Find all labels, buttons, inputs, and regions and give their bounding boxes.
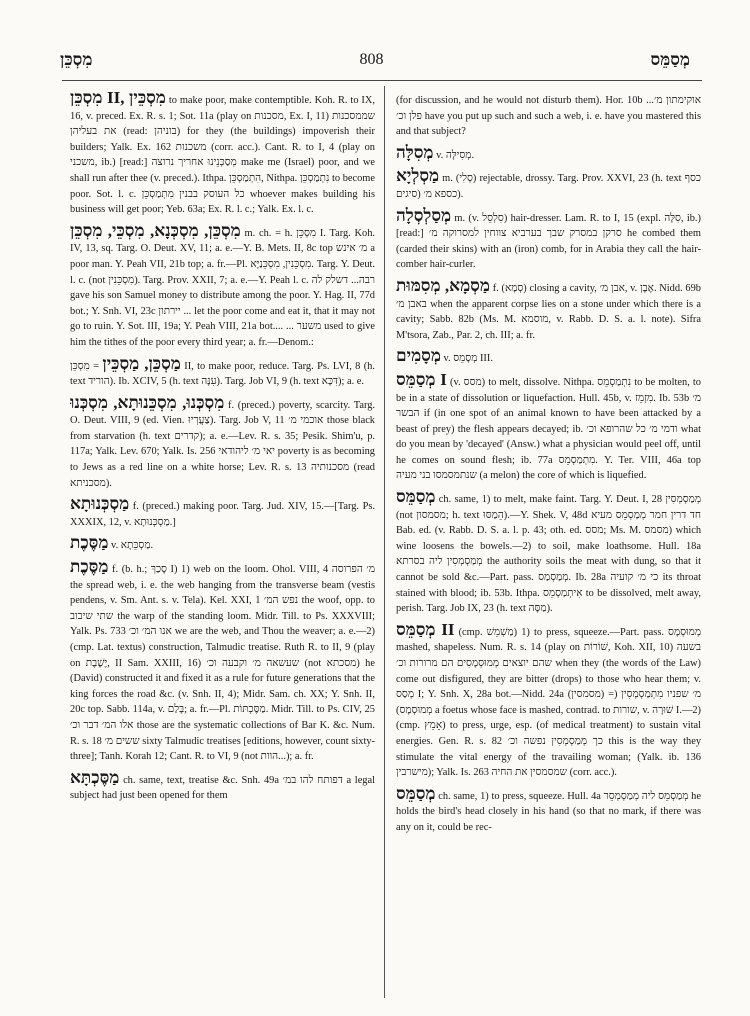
- dictionary-entry: [70, 557, 375, 765]
- entry-headword: מַסֶּכֶת: [70, 533, 109, 553]
- entry-text: f. (b. h.; סָכַךְ I) 1) web on the loom. Ohol. VIII, 4 מ׳ הפרוסה the spread web, i. e. the web hanging from the transverse beam (vestis pendens, v. Sm. Ant. s. v. Tela). Kel. XXI, 1 נפש המ׳ the woof, opp. to שתי שיבוב the warp of the standing loom. Midr. Till. to Ps. XXXVIII; Yalk. Ps. 733 אנו המ׳ וכ׳ we are the web, and Thou the weaver; a. e.—2) (cmp. Lat. textus) construction, Talmudic treatise. Ruth R. to II, 9 (play on יֶשֶׁבֶת, II Sam. XXIII, 16) שעשאה מ׳ וקבעה וכ׳ (not מסכתא) he (David) constructed it and fixed it as a rule for future generations that the king forces the road &c. (v. Snh. II, 4); Midr. Sam. ch. XX; Y. Snh. II, 20c top. Sabb. 114a, v. בָּלַם; a. fr.—Pl. מַסֶּכְתּוֹת. Midr. Till. to Ps. CIV, 25 אלו המ׳ דבר וכ׳ those are the systematic collections of Bar K. &c. Num. R. s. 18 ששים מ׳ sixty Talmudic treatises [editions, however, count sixty-three]; Tanh. Korah 12; Cant. R. to VI, 9 (not הוות...); a. fr.: [70, 564, 375, 763]
- dictionary-entry: [396, 166, 701, 202]
- entry-headword: מְסִלָּה: [396, 142, 434, 162]
- entry-headword: מַסְכְּנוּתָא: [70, 494, 130, 514]
- entry-text: m. (סְלִי) rejectable, drossy. Targ. Prov. XXVI, 23 (h. text כסף סיגים) כספא מ׳).: [396, 173, 701, 200]
- right-running-head: מְסַמֵּס: [650, 50, 690, 69]
- entry-headword: מִסְכֵּן, מִסְכְּנָא, מִסְכֵּי, מִסְכֵּן: [70, 220, 241, 240]
- entry-text: f. (סְמָא) closing a cavity, אבן מ׳, v. אֶבֶן. Nidd. 69b באבן מ׳ when the apparent corpse lies on a stone under which there is a cavity; Sabb. 82b (Ms. M. מוסמא, v. Rabb. D. S. a. l. note). Sifra M'tsora, Zab., Par. 2, ch. III; a. fr.: [396, 282, 701, 341]
- entry-headword: מַסְלְיָא: [396, 166, 440, 186]
- column-divider: [384, 86, 385, 998]
- dictionary-entry: [396, 620, 701, 781]
- entry-text: ch. same, text, treatise &c. Snh. 49a דפותח להו במ׳ a legal subject had just been opened for them: [70, 774, 375, 802]
- entry-text: v. מְסָמֵס III.: [443, 353, 493, 365]
- entry-text: v. מַסְכֵּתָא.: [111, 540, 154, 552]
- entry-text: (cmp. מַשְׁמֵשׁ) 1) to press, squeeze.—Part. pass. מְמוּסְמָס mashed, shapeless. Num. R. s. 14 (play on שׁוֹרוֹת, Koh. XII, 10) בשעה שהם יוצאים מְמוּסְמָסִים הם מרורות וכ׳ when they (the words of the Law) come out disfigured, they are bitter (drops) to those who hear them; v. מְסַס I; Y. Snh. X, 28a bot.—Nidd. 24a (מסמסין) מ׳ שפניו מִתְמַסְמְסִין (= מְמוּסְמָס) a foetus whose face is mashed, contrad. to שורות, v. שׁוּרָה I.—2) (cmp. אָמֵץ) to press, urge, esp. (of medical treatment) to sustain vital energies. Gen. R. s. 82 כך מְמַסְמְסִין נפשה וכ׳ this is the way they stimulate the vital energy of the travailing woman; (Yalk. ib. 136 מישרבין); Yalk. Is. 263 שמסמסין את החיה (corr. acc.).: [396, 626, 701, 779]
- entry-headword: מַסְמָא, מְסִמּוּת: [396, 275, 490, 295]
- right-column: [396, 88, 701, 998]
- entry-headword: מִסְכֵּן II, מִסְכֵּין: [70, 88, 166, 107]
- dictionary-entry: [396, 88, 701, 140]
- dictionary-entry: [70, 393, 375, 492]
- entry-text: f. (preced.) poverty, scarcity. Targ. O. Deut. VIII, 9 (ed. Vien. צַעֲרְיוּ). Targ. Job V, 11 אוכמי מ׳ those black from starvation (h. text קדרים); a. e.—Lev. R. s. 35; Pesik. Shim'u, p. 117a; Yalk. Lev. 670; Yalk. Is. 256 יאי מ׳ ליהודאי poverty is as becoming to Jews as a red line on a white horse; Lev. R. s. 13 מסכנותיה (read מסכניתא).: [70, 399, 375, 489]
- entry-headword: מְסַלְסְלָה: [396, 205, 452, 225]
- dictionary-entry: [396, 143, 701, 164]
- dictionary-entry: [70, 88, 375, 218]
- left-running-head: מִסְכֵּן: [60, 50, 93, 69]
- entry-headword: מְסַמֵּס II: [396, 619, 455, 639]
- entry-headword: מַסְכֵּן, מַסְכֵּין: [102, 353, 181, 373]
- left-column: [70, 88, 375, 998]
- entry-text: f. (preced.) making poor. Targ. Jud. XIV, 15.—[Targ. Ps. XXXIX, 12, v. מַסְכְּנוּתָא.]: [70, 501, 375, 528]
- entry-headword: מְסַמֵּס: [396, 783, 436, 803]
- entry-headword: מְסָמִים: [396, 346, 441, 366]
- page-header: [60, 48, 690, 72]
- entry-headword: מְסַמֵּס I: [396, 369, 447, 389]
- entry-headword: מַסֶּכֶת: [70, 557, 109, 577]
- entry-text: (for discussion, and he would not disturb them). Hor. 10b ...אוקימתון מ׳ פלן וכ׳ have you put up such and such a web, i. e. have you mastered this and that subject?: [396, 95, 701, 138]
- dictionary-entry: [70, 354, 375, 390]
- page-number: 808: [359, 51, 384, 68]
- entry-text: ch. same, 1) to melt, make faint. Targ. Y. Deut. I, 28 מְמַסְמְסִין (not מסמסון; h. text הֵמַסּוּ).—Y. Shek. V, 48d חד דרין חמר מְמַסְמֵס מעיא Bab. ed. (v. Rabb. D. S. a. l. p. 43; oth. ed. מסס; Ms. M. מסמס) which wine loosens the bowels.—2) to soil, make loathsome. Hull. 18a מְמַסְמְסִין ליה בסרתא the authority soils the meat with dung, so that it cannot be sold &c.—Part. pass. מְמַסְמַס. Ib. 28a כי מ׳ קועיה its throat stained with blood; ib. 53b. Ithpa. אִיתְמַסְמֵס to be dissolved, melt away, perish. Targ. Job IX, 23 (h. text מַסָּה).: [396, 494, 701, 615]
- entry-text: (v. מסס) to melt, dissolve. Nithpa. נִתְמַסְמֵס to be molten, to be in a state of dissolution or liquefaction. Hull. 45b, v. מִזְמֵז. Ib. 53b מ׳ הבשר if (in one spot of an animal known to have been attacked by a beast of prey) the flesh appears decayed; ib. ודמי מ׳ כל שהרופא וכ׳ what do you mean by 'decayed' (Answ.) what a physician would peel off, until he comes on sound flesh; ib. 77a מִתְמַסְמֵס. Y. Ter. VIII, 46a top שנתמסמסו בני מעיה (a melon) the core of which is liquefied.: [396, 376, 701, 482]
- dictionary-entry: [396, 784, 701, 836]
- entry-headword: מַסֶּכְתָּא: [70, 767, 120, 787]
- entry-headword: מִסְכְּנוּ, מִסְכֵּנוּתָא, מִסְכְּנוּ: [70, 392, 225, 412]
- entry-text: m. (v. סִלְסֵל) hair-dresser. Lam. R. to I, 15 (expl. סִלָּה, ib.) [read:] סרקן במסרק שבך בערביא צווחין למסרוקה מ׳ he combed them (carded their skins) with an (iron) comb, for in Arabia they call the hair-comber hair-curler.: [396, 212, 701, 271]
- dictionary-entry: [396, 206, 701, 273]
- dictionary-entry: [396, 276, 701, 343]
- entry-text: v. מְסִילָּה.: [436, 149, 475, 161]
- entry-text: = מִסְכֵּן II, to make poor, reduce. Targ. Ps. LVI, 8 (h. text הוריד). Ib. XCIV, 5 (h. text עִנָּה). Targ. Job VI, 9 (h. text דִּכָּא); a. e.: [70, 360, 375, 388]
- dictionary-entry: [70, 494, 375, 530]
- dictionary-entry: [396, 370, 701, 484]
- dictionary-entry: [70, 221, 375, 351]
- dictionary-entry: [396, 346, 701, 367]
- header-rule: [62, 80, 702, 81]
- entry-text: ch. same, 1) to press, squeeze. Hull. 4a מְמַסְמֵס ליה מְמַסְמְסֵר he holds the bird's head closely in his hand (so that no mark, if there was any on it, could be rec-: [396, 790, 701, 833]
- entry-headword: מְסַמֵּס: [396, 487, 436, 507]
- entry-text: m. ch. = h. מִסְכֵּן I. Targ. Koh. IV, 13, sq. Targ. O. Deut. XV, 11; a. e.—Y. B. Mets. II, 8c top מ׳ אינש a poor man. Y. Peah VII, 21b top; a. fr.—Pl. מִסְכֵּנִין, מִסְכֵּנַיָּא. Targ. Y. Deut. l. c. (not מִסְכֵּנִין). Targ. Prov. XXII, 7; a. e.—Y. Peah l. c. רבה... דשלק לה gave his son Samuel money to distribute among the poor. Y. Hag. II, 77d bot.; Y. Snh. VI, 23c יירתון ... let the poor come and eat it, that it may not go to ruin. Y. Sot. III, 19a; Y. Peah VIII, 21a bot.... ... משער used to give him the tithes of the poor every third year; a. fr.—Denom.:: [70, 227, 375, 348]
- dictionary-entry: [70, 533, 375, 554]
- dictionary-entry: [70, 768, 375, 804]
- dictionary-entry: [396, 487, 701, 617]
- entry-text: to make poor, make contemptible. Koh. R. to IX, 16, v. preced. Ex. R. s. 1; Sot. 11a (play on מסכנות, Ex. I, 11) שממסכנות את בעליהן (read: בוניהן) for they (the buildings) impoverish their builders; Yalk. Ex. 162 משכנות (corr. acc.). Cant. R. to I, 4 (play on משכני, ib.) [read:] מְסַכְּנֵינוּ אחריך נרוצה make me (Israel) poor, and we shall run after thee (v. preced.). Ithpa. הִתְמַסְכֵּן, Nithpa. נִתְמַסְכֵּן to become poor. Sot. l. c. כל העוסק בבנין מִתְמַסְכֵּן whoever makes building his business will get poor; Yeb. 63a; Ex. R. l. c.; Yalk. Ex. l. c.: [70, 95, 375, 216]
